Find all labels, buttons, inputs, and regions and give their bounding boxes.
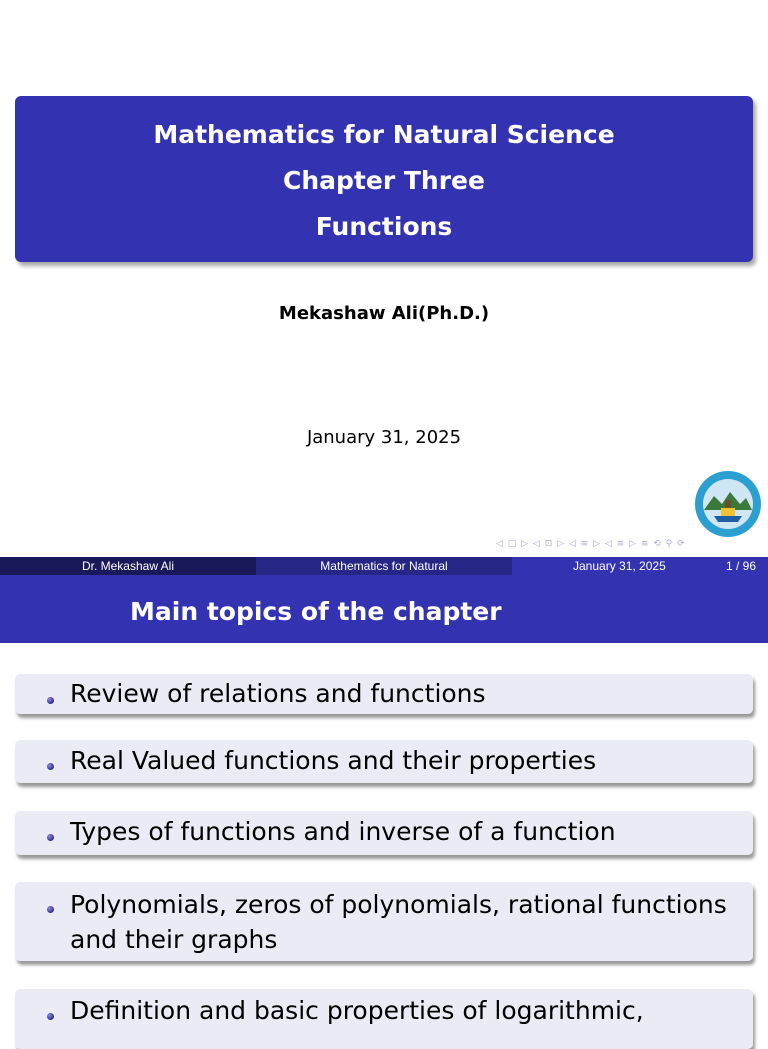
topic-text: Polynomials, zeros of polynomials, rational functions xyxy=(70,890,727,919)
beamer-navigation-controls[interactable]: ◁ □ ▷ ◁ ⊡ ▷ ◁ ≡ ▷ ◁ ≡ ▷ ≡ ⟲ ⚲ ⟳ xyxy=(496,539,686,549)
topic-block-4 xyxy=(15,882,753,961)
university-logo-icon xyxy=(694,470,762,538)
topic-text-continued: and their graphs xyxy=(70,925,278,954)
topic-text: Types of functions and inverse of a function xyxy=(70,817,616,846)
footer-page-number: 1 / 96 xyxy=(725,559,756,573)
title-line-1: Mathematics for Natural Science xyxy=(153,120,615,149)
frame-title: Main topics of the chapter xyxy=(130,597,502,626)
footer-date: January 31, 2025 xyxy=(573,559,666,573)
topic-block-3 xyxy=(15,811,753,855)
slide-footer xyxy=(0,557,768,575)
footer-title: Mathematics for Natural xyxy=(256,557,512,575)
topic-text: Definition and basic properties of logarithmic, xyxy=(70,996,644,1025)
topic-text: Real Valued functions and their properties xyxy=(70,746,597,775)
frame-title-bar xyxy=(0,575,768,643)
footer-right xyxy=(512,557,768,575)
bullet-icon xyxy=(47,763,54,770)
title-line-2: Chapter Three xyxy=(283,166,485,195)
presentation-date: January 31, 2025 xyxy=(306,427,462,448)
author-name: Mekashaw Ali(Ph.D.) xyxy=(278,303,490,324)
topic-block-2 xyxy=(15,740,753,783)
title-box xyxy=(15,96,753,262)
footer-author: Dr. Mekashaw Ali xyxy=(0,557,256,575)
topic-text: Review of relations and functions xyxy=(70,679,486,708)
bullet-icon xyxy=(47,906,54,913)
topic-block-1 xyxy=(15,674,753,714)
topic-block-5 xyxy=(15,989,753,1049)
bullet-icon xyxy=(47,834,54,841)
bullet-icon xyxy=(47,1013,54,1020)
title-line-3: Functions xyxy=(315,212,453,241)
bullet-icon xyxy=(47,697,54,704)
